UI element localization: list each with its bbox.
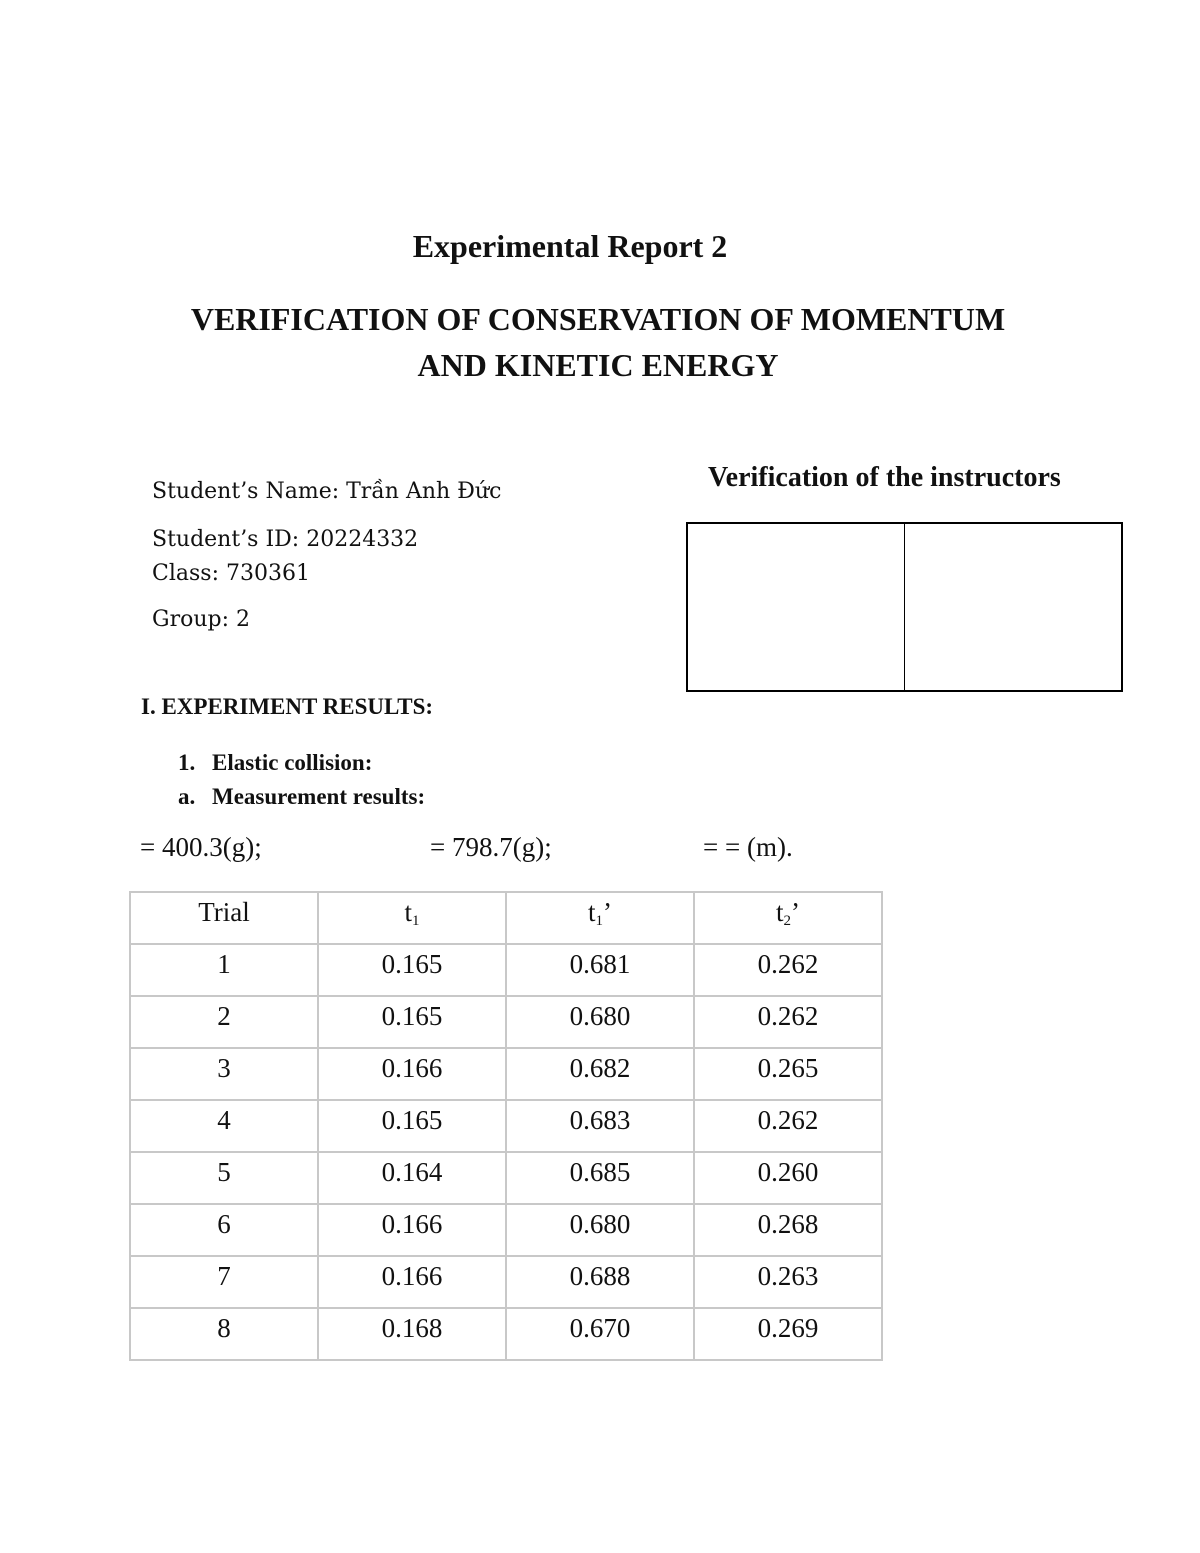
- table-cell: 0.682: [506, 1048, 694, 1100]
- table-cell: 0.680: [506, 996, 694, 1048]
- table-row: [130, 1100, 882, 1152]
- table-cell: 4: [130, 1100, 318, 1152]
- table-cell: 0.265: [694, 1048, 882, 1100]
- list-marker: a.: [178, 784, 196, 809]
- table-cell: 0.166: [318, 1048, 506, 1100]
- table-row: [130, 1048, 882, 1100]
- table-cell: 0.262: [694, 944, 882, 996]
- table-cell: 0.263: [694, 1256, 882, 1308]
- table-row: [130, 1308, 882, 1360]
- subtitle-line-1: VERIFICATION OF CONSERVATION OF MOMENTUM: [190, 301, 1006, 337]
- header-t1-prime: $t_1$’: [506, 892, 694, 944]
- table-cell: 0.269: [694, 1308, 882, 1360]
- table-row: [130, 996, 882, 1048]
- table-cell: 5: [130, 1152, 318, 1204]
- mass-2: = 798.7(g);: [430, 832, 552, 862]
- list-item-text: Measurement results:: [212, 784, 426, 809]
- distance: = = (m).: [703, 832, 793, 862]
- table-cell: 0.262: [694, 1100, 882, 1152]
- table-cell: 0.166: [318, 1256, 506, 1308]
- table-row: [130, 944, 882, 996]
- verification-box: [686, 522, 1123, 692]
- table-cell: 1: [130, 944, 318, 996]
- table-cell: 0.262: [694, 996, 882, 1048]
- table-cell: 7: [130, 1256, 318, 1308]
- list-marker: 1.: [178, 750, 196, 775]
- header-t1: $t_1$: [318, 892, 506, 944]
- student-class: Class: 730361: [152, 561, 310, 586]
- table-cell: 3: [130, 1048, 318, 1100]
- subtitle-line-2: AND KINETIC ENERGY: [417, 347, 779, 383]
- table-cell: 0.268: [694, 1204, 882, 1256]
- table-cell: 6: [130, 1204, 318, 1256]
- report-title: Experimental Report 2: [412, 228, 728, 264]
- table-cell: 0.166: [318, 1204, 506, 1256]
- table-cell: 0.685: [506, 1152, 694, 1204]
- list-item-text: Elastic collision:: [212, 750, 373, 775]
- student-group: Group: 2: [152, 607, 250, 632]
- mass-1: = 400.3(g);: [140, 832, 262, 862]
- verification-heading: Verification of the instructors: [708, 462, 1061, 493]
- student-id: Student’s ID: 20224332: [152, 527, 419, 552]
- table-cell: 2: [130, 996, 318, 1048]
- table-cell: 8: [130, 1308, 318, 1360]
- table-cell: 0.168: [318, 1308, 506, 1360]
- verification-cell-left: [688, 524, 904, 690]
- student-name: Student’s Name: Trần Anh Đức: [152, 479, 502, 504]
- table-cell: 0.165: [318, 944, 506, 996]
- table-cell: 0.683: [506, 1100, 694, 1152]
- table-cell: 0.688: [506, 1256, 694, 1308]
- table-cell: 0.260: [694, 1152, 882, 1204]
- table-cell: 0.165: [318, 1100, 506, 1152]
- table-row: [130, 1204, 882, 1256]
- verification-cell-right: [904, 524, 1121, 690]
- report-subtitle: [0, 296, 1196, 388]
- table-header-row: [130, 892, 882, 944]
- table-cell: 0.670: [506, 1308, 694, 1360]
- table-row: [130, 1256, 882, 1308]
- table-cell: 0.164: [318, 1152, 506, 1204]
- table-cell: 0.165: [318, 996, 506, 1048]
- table-cell: 0.680: [506, 1204, 694, 1256]
- measurement-table: [129, 891, 883, 1361]
- table-row: [130, 1152, 882, 1204]
- table-cell: 0.681: [506, 944, 694, 996]
- header-trial: Trial: [130, 892, 318, 944]
- header-t2-prime: $t_2$’: [694, 892, 882, 944]
- section-heading: I. EXPERIMENT RESULTS:: [141, 694, 434, 719]
